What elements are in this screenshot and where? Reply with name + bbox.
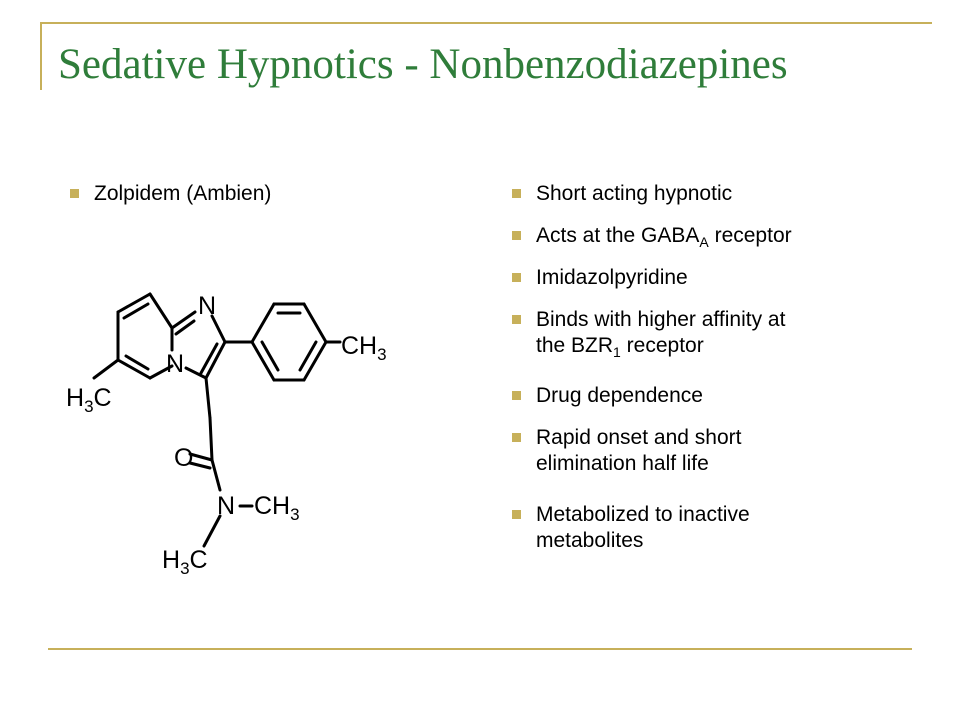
bullet-binds	[536, 307, 785, 365]
bottom-rule	[48, 648, 912, 650]
bullet-square-icon	[512, 510, 521, 519]
bond	[150, 294, 172, 328]
atom-n-amide: N	[217, 492, 236, 520]
bullet-square-icon	[70, 189, 79, 198]
subscript-1: 1	[613, 344, 621, 361]
atom-h3c: $H_3C$	[66, 384, 112, 416]
bond	[204, 516, 220, 546]
bullet-square-icon	[512, 391, 521, 400]
bullet-square-icon	[512, 189, 521, 198]
bullet-text: Acts at the GABA	[536, 224, 700, 247]
bullet-square-icon	[512, 433, 521, 442]
atom-ch3-amide: $CH_3$	[254, 492, 300, 524]
bullet-text: the BZR	[536, 334, 614, 357]
atom-n-imine: N	[198, 292, 217, 320]
bond	[206, 378, 210, 418]
bond	[210, 418, 212, 460]
bond	[252, 342, 274, 380]
bullet-text: Zolpidem (Ambien)	[94, 182, 272, 205]
bullet-text: Drug dependence	[536, 384, 703, 407]
zolpidem-structure-image	[60, 268, 387, 588]
bullet-zolpidem	[94, 181, 271, 207]
bond	[304, 342, 326, 380]
bond	[212, 460, 220, 490]
bullet-dependence	[536, 383, 703, 409]
bullet-metabolized	[536, 502, 750, 554]
bullet-square-icon	[512, 231, 521, 240]
bond	[118, 294, 150, 312]
bullet-text-line2: metabolites	[536, 529, 644, 552]
bullet-text-line1: Rapid onset and short	[536, 426, 742, 449]
atom-n-bridge: N	[166, 350, 185, 378]
bullet-rapid-onset	[536, 425, 741, 477]
bond	[252, 304, 274, 342]
slide-title: Sedative Hypnotics - Nonbenzodiazepines	[58, 41, 788, 88]
atom-o: O	[174, 444, 194, 472]
bullet-text-line2	[536, 333, 785, 365]
bullet-square-icon	[512, 273, 521, 282]
bullet-text-post: receptor	[620, 334, 704, 357]
bullet-square-icon	[512, 315, 521, 324]
bullet-text-line1: Binds with higher affinity at	[536, 308, 786, 331]
bond	[94, 360, 118, 378]
bullet-text-line1: Metabolized to inactive	[536, 503, 750, 526]
bullet-text-line2: elimination half life	[536, 452, 709, 475]
atom-h3c-amide: $H_3C$	[162, 546, 208, 578]
top-rule	[40, 22, 932, 24]
bullet-imidazolpyridine	[536, 265, 688, 291]
bullet-text-post: receptor	[708, 224, 792, 247]
atom-ch3-para: $CH_3$	[341, 332, 387, 364]
subscript-a: A	[699, 234, 709, 251]
bond	[172, 312, 195, 328]
bullet-short-acting	[536, 181, 732, 207]
bond	[304, 304, 326, 342]
bullet-text: Short acting hypnotic	[536, 182, 733, 205]
bullet-gaba	[536, 223, 792, 255]
left-rule	[40, 22, 42, 90]
bullet-text: Imidazolpyridine	[536, 266, 688, 289]
